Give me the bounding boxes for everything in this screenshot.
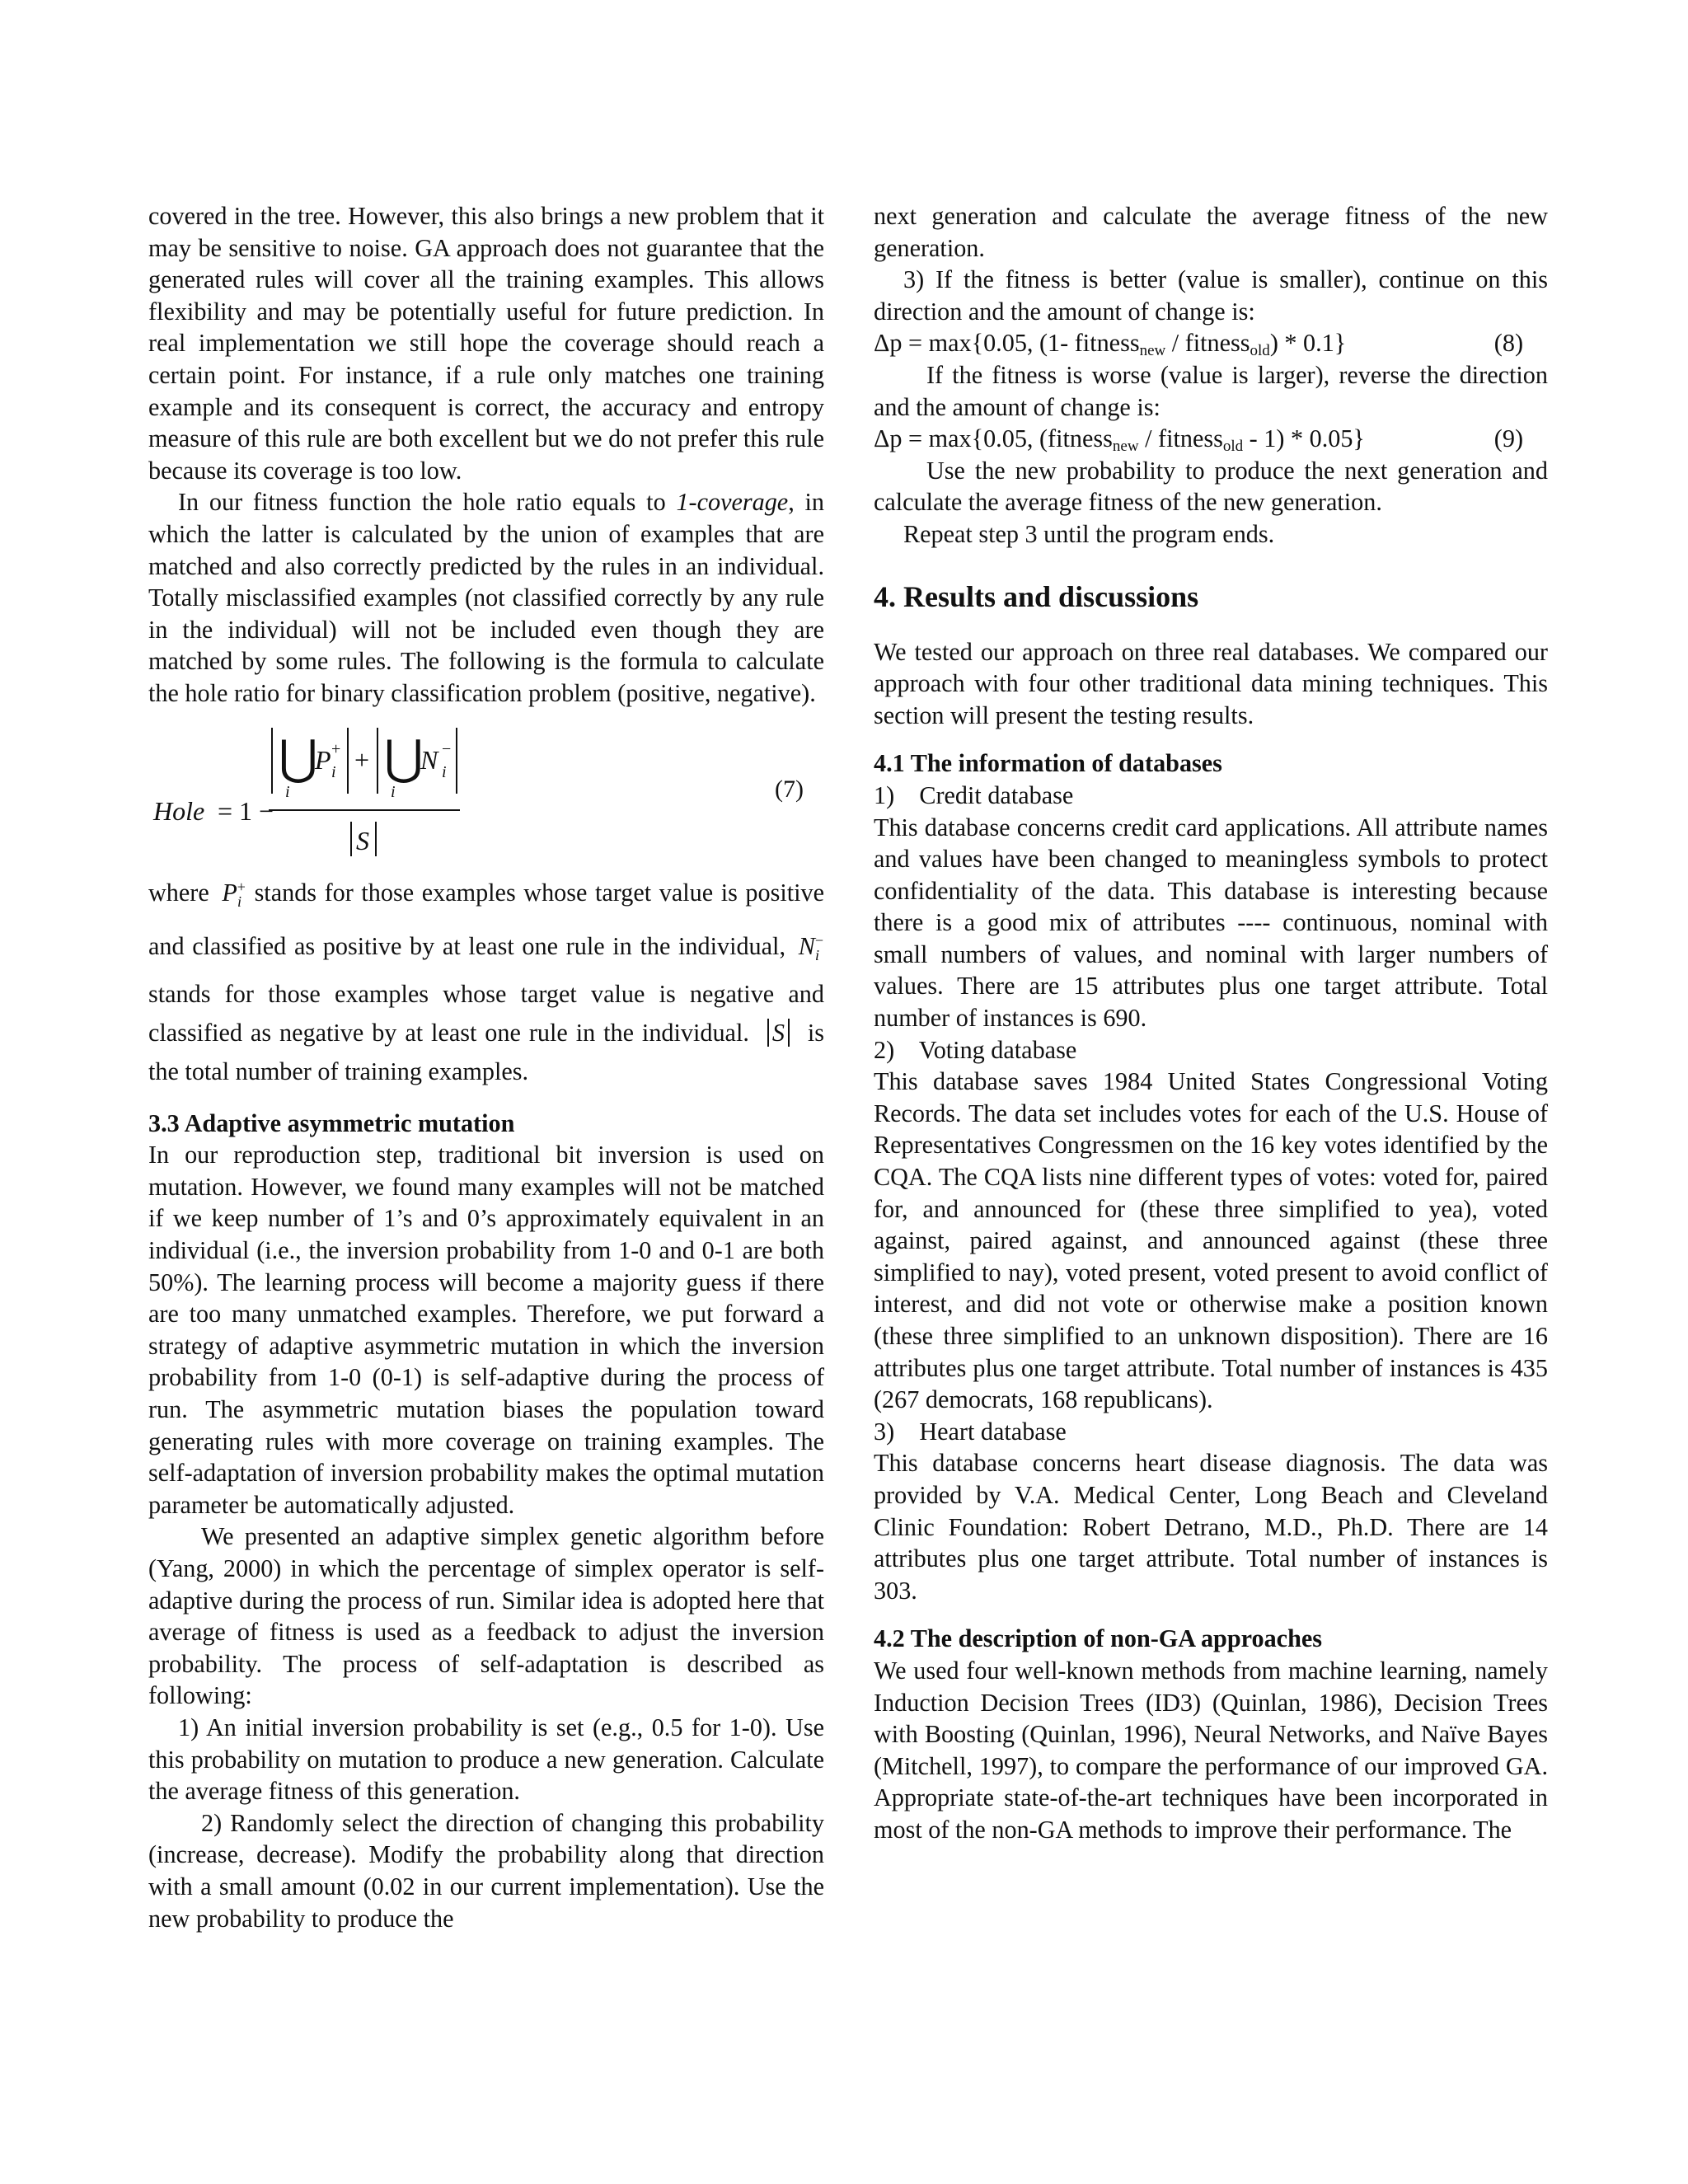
eq-sub: old (1222, 438, 1244, 456)
equation-number-8: (8) (1493, 329, 1523, 358)
list-item-heart: 3) Heart database (874, 1417, 1067, 1446)
symbol-P-i-plus (222, 878, 246, 910)
paragraph-hole-ratio (148, 486, 824, 709)
paragraph-coverage: covered in the tree. However, this also brings a new problem that it may be sensitive to noise. GA approach does not guarantee that the generated rules will cover all the training examples. This allows flexibility and may be potentially useful for future prediction. In real implementation we still hope the coverage should reach a certain point. For instance, if a rule only matches one training example and its consequent is correct, the accuracy and entropy measure of this rule are both excellent but we do not prefer this rule because its coverage is too low. (148, 202, 824, 485)
text: stands for those examples whose target value is negative and classified as negative by at least one rule in the individual. (148, 979, 824, 1047)
union-index: i (285, 782, 290, 801)
union-symbol: ⋃ (279, 729, 318, 785)
paragraph-next-gen: next generation and calculate the average fitness of the new generation. (874, 202, 1548, 262)
heading-4-1: 4.1 The information of databases (874, 749, 1222, 778)
heading-3-3: 3.3 Adaptive asymmetric mutation (148, 1108, 515, 1137)
eq-text: Δp = max{0.05, (fitness (874, 424, 1113, 453)
symbol-sub: i (237, 893, 241, 910)
formula-P: P (315, 744, 331, 775)
formula-7 (148, 715, 824, 865)
symbol-sub: i (814, 946, 819, 963)
emphasis-coverage: 1-coverage (676, 488, 789, 517)
heading-4-2: 4.2 The description of non-GA approaches (874, 1624, 1323, 1653)
formula-eq: = 1 − (218, 795, 274, 826)
text: stands for those examples whose target value is positive and classified as positive by at least one rule in the individual, (148, 878, 825, 960)
formula-P-sup: + (331, 739, 341, 758)
symbol-N-i-minus (798, 931, 823, 963)
symbol-letter: N (798, 931, 815, 960)
paragraph-non-ga: We used four well-known methods from machine learning, namely Induction Decision Trees (ID3) (Quinlan, 1986), Decision Trees with Boosting (Quinlan, 1996), Neural Networks, and Naïve Bayes (Mitchell, 1997), to compare the performance of our improved GA. Appropriate state-of-the-art techniques have been incorporated in most of the non-GA methods to improve their performance. The (874, 1656, 1548, 1844)
paragraph-step-2: 2) Randomly select the direction of changing this probability (increase, decrease). Modify the probability along that direction with a small amount (0.02 in our current implementation). Use the new probability to produce the (148, 1808, 824, 1933)
symbol-S-abs: S (767, 1019, 790, 1047)
hole-ratio-formula (148, 715, 824, 865)
formula-lhs: Hole (153, 795, 205, 826)
eq-sub: new (1112, 438, 1139, 456)
symbol-letter: P (222, 878, 237, 907)
eq-text: - 1) * 0.05} (1243, 424, 1365, 453)
equation-number-9: (9) (1493, 424, 1523, 453)
list-item-voting: 2) Voting database (874, 1035, 1077, 1064)
text: where (148, 878, 209, 907)
eq-text: ) * 0.1} (1269, 329, 1347, 358)
list-item-credit: 1) Credit database (874, 780, 1074, 809)
text: In our fitness function the hole ratio equals to (178, 488, 677, 517)
symbol-sup: − (814, 931, 823, 949)
eq-text: / fitness (1165, 329, 1250, 358)
paragraph-step-3: 3) If the fitness is better (value is smaller), continue on this direction and the amount of change is: (874, 265, 1548, 326)
union-symbol: ⋃ (384, 729, 424, 785)
formula-N-sup: − (442, 739, 452, 758)
paragraph-where (148, 868, 824, 1091)
eq-text: Δp = max{0.05, (1- fitness (874, 329, 1140, 358)
paragraph-use-new: Use the new probability to produce the next generation and calculate the average fitness of the new generation. (874, 456, 1548, 517)
formula-N: N (420, 744, 438, 775)
paragraph-voting: This database saves 1984 United States Congressional Voting Records. The data set includes votes for each of the U.S. House of Representatives Congressmen on the 16 key votes identified by the CQA. The CQA lists nine different types of votes: voted for, paired for, and announced for (these three simplified to yea), voted against, paired against, and announced against (these three simplified to nay), voted present, voted present to avoid conflict of interest, and did not vote or otherwise make a position known (these three simplified to an unknown disposition). There are 16 attributes plus one target attribute. Total number of instances is 435 (267 democrats, 168 republicans). (874, 1067, 1548, 1414)
text: is the total number of training examples. (148, 1018, 825, 1085)
eq-text: / fitness (1138, 424, 1223, 453)
paragraph-step-1: 1) An initial inversion probability is set (e.g., 0.5 for 1-0). Use this probability on mutation to produce a new generation. Calculate the average fitness of this generation. (148, 1713, 824, 1806)
paragraph-heart: This database concerns heart disease diagnosis. The data was provided by V.A. Medical Center, Long Beach and Cleveland Clinic Foundation: Robert Detrano, M.D., Ph.D. There are 14 attributes plus one target attribute. Total number of instances is 303. (874, 1449, 1548, 1605)
paragraph-mutation: In our reproduction step, traditional bit inversion is used on mutation. However, we found many examples will not be matched if we keep number of 1’s and 0’s approximately equivalent in an individual (i.e., the inversion probability from 1-0 and 0-1 are both 50%). The learning process will become a majority guess if there are too many unmatched examples. Therefore, we put forward a strategy of adaptive asymmetric mutation in which the inversion probability from 1-0 (0-1) is self-adaptive during the process of run. The asymmetric mutation biases the population toward generating rules with more coverage on training examples. The self-adaptation of inversion probability makes the optimal mutation parameter be automatically adjusted. (148, 1141, 824, 1519)
text: , in which the latter is calculated by the union of examples that are matched and also correctly predicted by the rules in an individual. Totally misclassified examples (not classified correctly by any rule in the individual) will not be included even though they are matched by some rules. The following is the formula to calculate the hole ratio for binary classification problem (positive, negative). (148, 488, 825, 707)
eq-sub: old (1250, 342, 1270, 360)
eq-sub: new (1139, 342, 1166, 360)
union-index: i (391, 782, 396, 801)
formula-P-sub: i (331, 762, 336, 781)
formula-S: S (356, 825, 369, 855)
symbol-sup: + (237, 878, 246, 895)
formula-N-sub: i (442, 762, 447, 781)
equation-8 (874, 327, 1548, 359)
paragraph-tested: We tested our approach on three real databases. We compared our approach with four other traditional data mining techniques. This section will present the testing results. (874, 637, 1548, 729)
formula-plus: + (354, 744, 370, 775)
paragraph-simplex: We presented an adaptive simplex genetic algorithm before (Yang, 2000) in which the percentage of simplex operator is self-adaptive during the process of run. Similar idea is adopted here that average of fitness is used as a feedback to adjust the inversion probability. The process of self-adaptation is described as following: (148, 1522, 824, 1710)
equation-9 (874, 423, 1548, 455)
paragraph-repeat: Repeat step 3 until the program ends. (903, 519, 1275, 548)
equation-number-7: (7) (775, 775, 804, 803)
left-column (148, 200, 824, 1934)
paragraph-worse: If the fitness is worse (value is larger), reverse the direction and the amount of change is: (874, 360, 1548, 421)
heading-4: 4. Results and discussions (874, 579, 1199, 613)
right-column (874, 200, 1548, 1846)
paragraph-credit: This database concerns credit card applications. All attribute names and values have been changed to meaningless symbols to protect confidentiality of the data. This database is interesting because there is a good mix of attributes ---- continuous, nominal with small numbers of values, and nominal with larger numbers of values. There are 15 attributes plus one target attribute. Total number of instances is 690. (874, 813, 1548, 1033)
